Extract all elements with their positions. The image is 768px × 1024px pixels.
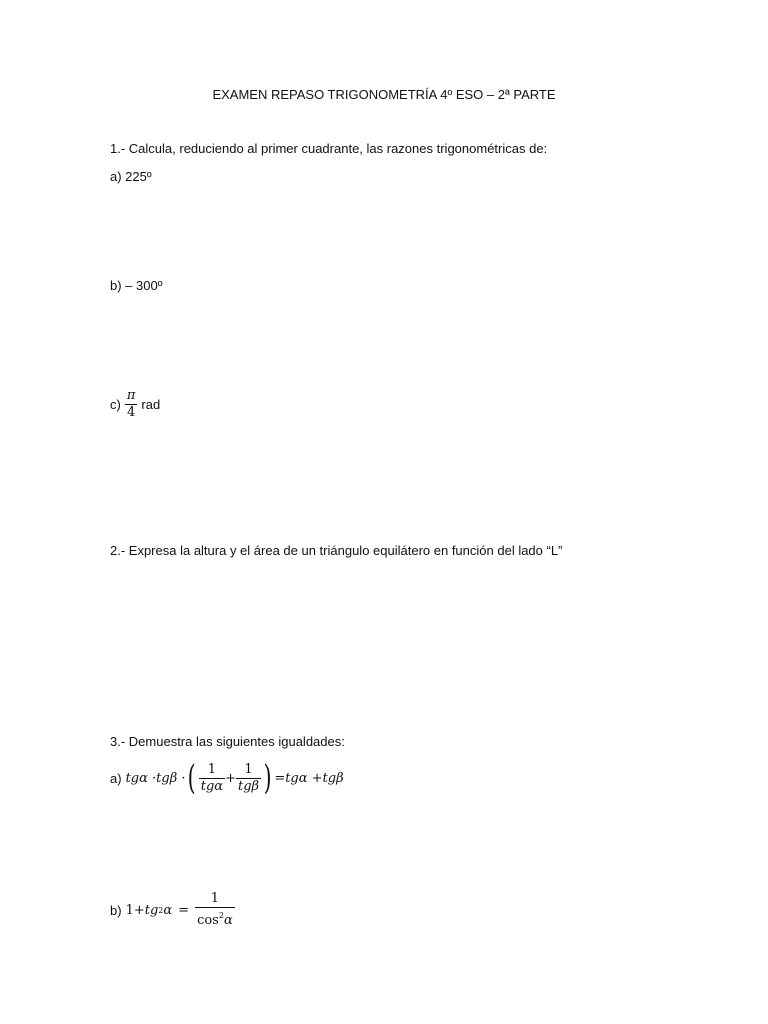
question-1c-label: c) [110, 397, 121, 412]
left-paren: ( [188, 758, 197, 798]
equation-lhs-one-plus: 1+ [125, 902, 145, 918]
tangent-symbol: tg [144, 902, 159, 918]
exponent: 2 [158, 905, 164, 915]
unit-rad: rad [141, 397, 161, 412]
equation-rhs: =tgα +tgβ [274, 770, 344, 786]
equation-lhs-product: tgα ·tgβ · [125, 770, 186, 786]
fraction-numerator: 1 [244, 761, 253, 777]
fraction-denominator: tgα [200, 778, 224, 794]
exam-title: EXAMEN REPASO TRIGONOMETRÍA 4º ESO – 2ª PARTE [212, 87, 556, 102]
fraction-1-over-tg-beta [236, 762, 261, 795]
alpha-symbol: α [163, 902, 173, 918]
right-paren: ) [263, 758, 272, 798]
cosine-symbol: cos [197, 913, 219, 928]
fraction-numerator: π [126, 388, 136, 403]
question-1c [110, 388, 160, 421]
alpha-symbol: α [223, 913, 233, 928]
question-3-prompt: 3.- Demuestra las siguientes igualdades: [110, 734, 345, 749]
question-1a: a) 225º [110, 169, 152, 184]
exponent: 2 [218, 911, 224, 920]
question-3b-equation [110, 891, 235, 929]
question-3b-label: b) [110, 902, 122, 918]
pi-over-4-fraction [125, 388, 138, 421]
fraction-numerator: 1 [207, 761, 217, 777]
fraction-numerator: 1 [210, 891, 220, 906]
question-1b: b) – 300º [110, 278, 163, 293]
fraction-denominator: 4 [125, 404, 138, 421]
question-3a-label: a) [110, 770, 122, 786]
question-1-prompt: 1.- Calcula, reduciendo al primer cuadrante, las razones trigonométricas de: [110, 141, 548, 156]
equals-sign: = [178, 902, 190, 918]
plus-sign: + [225, 770, 236, 786]
fraction-denominator [195, 907, 235, 929]
fraction-denominator: tgβ [237, 778, 260, 794]
question-2-prompt: 2.- Expresa la altura y el área de un triángulo equilátero en función del lado “L” [110, 543, 563, 558]
fraction-1-over-tg-alpha [199, 762, 225, 795]
question-3a-equation [110, 760, 344, 796]
fraction-1-over-cos2-alpha [195, 891, 235, 929]
